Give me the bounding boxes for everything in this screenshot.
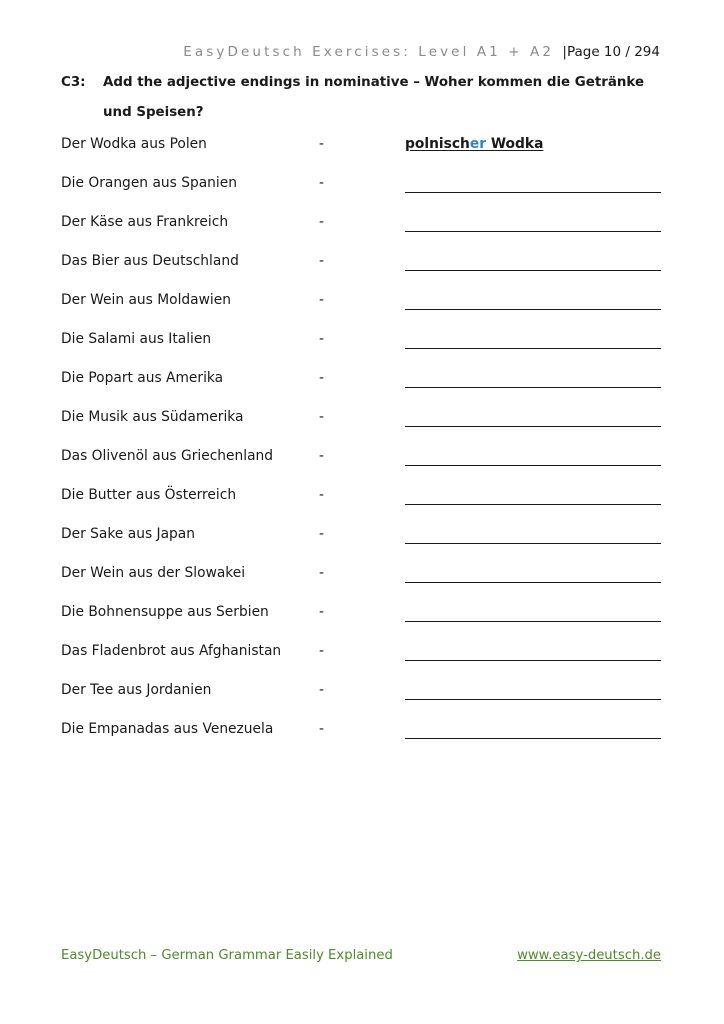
- answer-blank[interactable]: [405, 738, 661, 739]
- item-dash: -: [319, 292, 324, 308]
- exercise-item: Die Orangen aus Spanien: [61, 175, 237, 191]
- example-stem: polnisch: [405, 136, 470, 152]
- answer-blank[interactable]: [405, 660, 661, 661]
- footer-tagline: EasyDeutsch – German Grammar Easily Explained: [61, 948, 393, 963]
- item-dash: -: [319, 526, 324, 542]
- exercise-item: Die Musik aus Südamerika: [61, 409, 244, 425]
- item-dash: -: [319, 409, 324, 425]
- item-dash: -: [319, 175, 324, 191]
- exercise-task: [61, 68, 671, 128]
- exercise-row: [61, 250, 661, 289]
- answer-blank[interactable]: [405, 270, 661, 271]
- exercise-item: Der Wodka aus Polen: [61, 136, 207, 152]
- answer-blank[interactable]: [405, 504, 661, 505]
- footer-link[interactable]: www.easy-deutsch.de: [517, 948, 661, 963]
- answer-blank[interactable]: [405, 465, 661, 466]
- header-title: EasyDeutsch Exercises: Level A1 + A2: [183, 44, 555, 60]
- exercise-code: C3:: [61, 75, 86, 90]
- exercise-item: Die Empanadas aus Venezuela: [61, 721, 274, 737]
- answer-blank[interactable]: [405, 387, 661, 388]
- item-dash: -: [319, 682, 324, 698]
- exercise-row: [61, 211, 661, 250]
- item-dash: -: [319, 331, 324, 347]
- exercise-row: [61, 367, 661, 406]
- answer-blank[interactable]: [405, 582, 661, 583]
- exercise-item: Die Bohnensuppe aus Serbien: [61, 604, 269, 620]
- answer-blank[interactable]: [405, 621, 661, 622]
- page-number: Page 10 / 294: [566, 44, 660, 60]
- exercise-item: Die Salami aus Italien: [61, 331, 212, 347]
- answer-blank[interactable]: [405, 543, 661, 544]
- exercise-row: [61, 289, 661, 328]
- exercise-item: Die Butter aus Österreich: [61, 487, 237, 503]
- exercise-row: [61, 133, 661, 172]
- header-separator: |: [562, 44, 567, 60]
- exercise-row: [61, 445, 661, 484]
- exercise-item: Der Käse aus Frankreich: [61, 214, 229, 230]
- exercise-row: [61, 328, 661, 367]
- exercise-row: [61, 523, 661, 562]
- exercise-item: Der Sake aus Japan: [61, 526, 196, 542]
- exercise-row: [61, 679, 661, 718]
- item-dash: -: [319, 448, 324, 464]
- answer-blank[interactable]: [405, 348, 661, 349]
- exercise-item: Der Wein aus der Slowakei: [61, 565, 246, 581]
- exercise-item: Das Fladenbrot aus Afghanistan: [61, 643, 282, 659]
- example-noun: Wodka: [486, 136, 544, 152]
- example-ending: er: [469, 136, 487, 152]
- exercise-item: Der Tee aus Jordanien: [61, 682, 212, 698]
- item-dash: -: [319, 604, 324, 620]
- item-dash: -: [319, 253, 324, 269]
- item-dash: -: [319, 721, 324, 737]
- exercise-item: Das Bier aus Deutschland: [61, 253, 239, 269]
- exercise-row: [61, 562, 661, 601]
- answer-blank[interactable]: [405, 426, 661, 427]
- example-answer: [405, 136, 543, 152]
- exercise-list: [61, 133, 661, 757]
- exercise-instruction: Add the adjective endings in nominative – Woher kommen die Getränke und Speisen?: [103, 75, 645, 120]
- answer-blank[interactable]: [405, 231, 661, 232]
- exercise-item: Das Olivenöl aus Griechenland: [61, 448, 274, 464]
- exercise-item: Die Popart aus Amerika: [61, 370, 224, 386]
- exercise-row: [61, 484, 661, 523]
- exercise-row: [61, 640, 661, 679]
- item-dash: -: [319, 136, 324, 152]
- answer-blank[interactable]: [405, 309, 661, 310]
- exercise-row: [61, 406, 661, 445]
- item-dash: -: [319, 370, 324, 386]
- exercise-row: [61, 718, 661, 757]
- page-header: [0, 44, 660, 60]
- item-dash: -: [319, 487, 324, 503]
- item-dash: -: [319, 565, 324, 581]
- item-dash: -: [319, 643, 324, 659]
- answer-blank[interactable]: [405, 192, 661, 193]
- exercise-row: [61, 601, 661, 640]
- exercise-item: Der Wein aus Moldawien: [61, 292, 231, 308]
- item-dash: -: [319, 214, 324, 230]
- answer-blank[interactable]: [405, 699, 661, 700]
- exercise-row: [61, 172, 661, 211]
